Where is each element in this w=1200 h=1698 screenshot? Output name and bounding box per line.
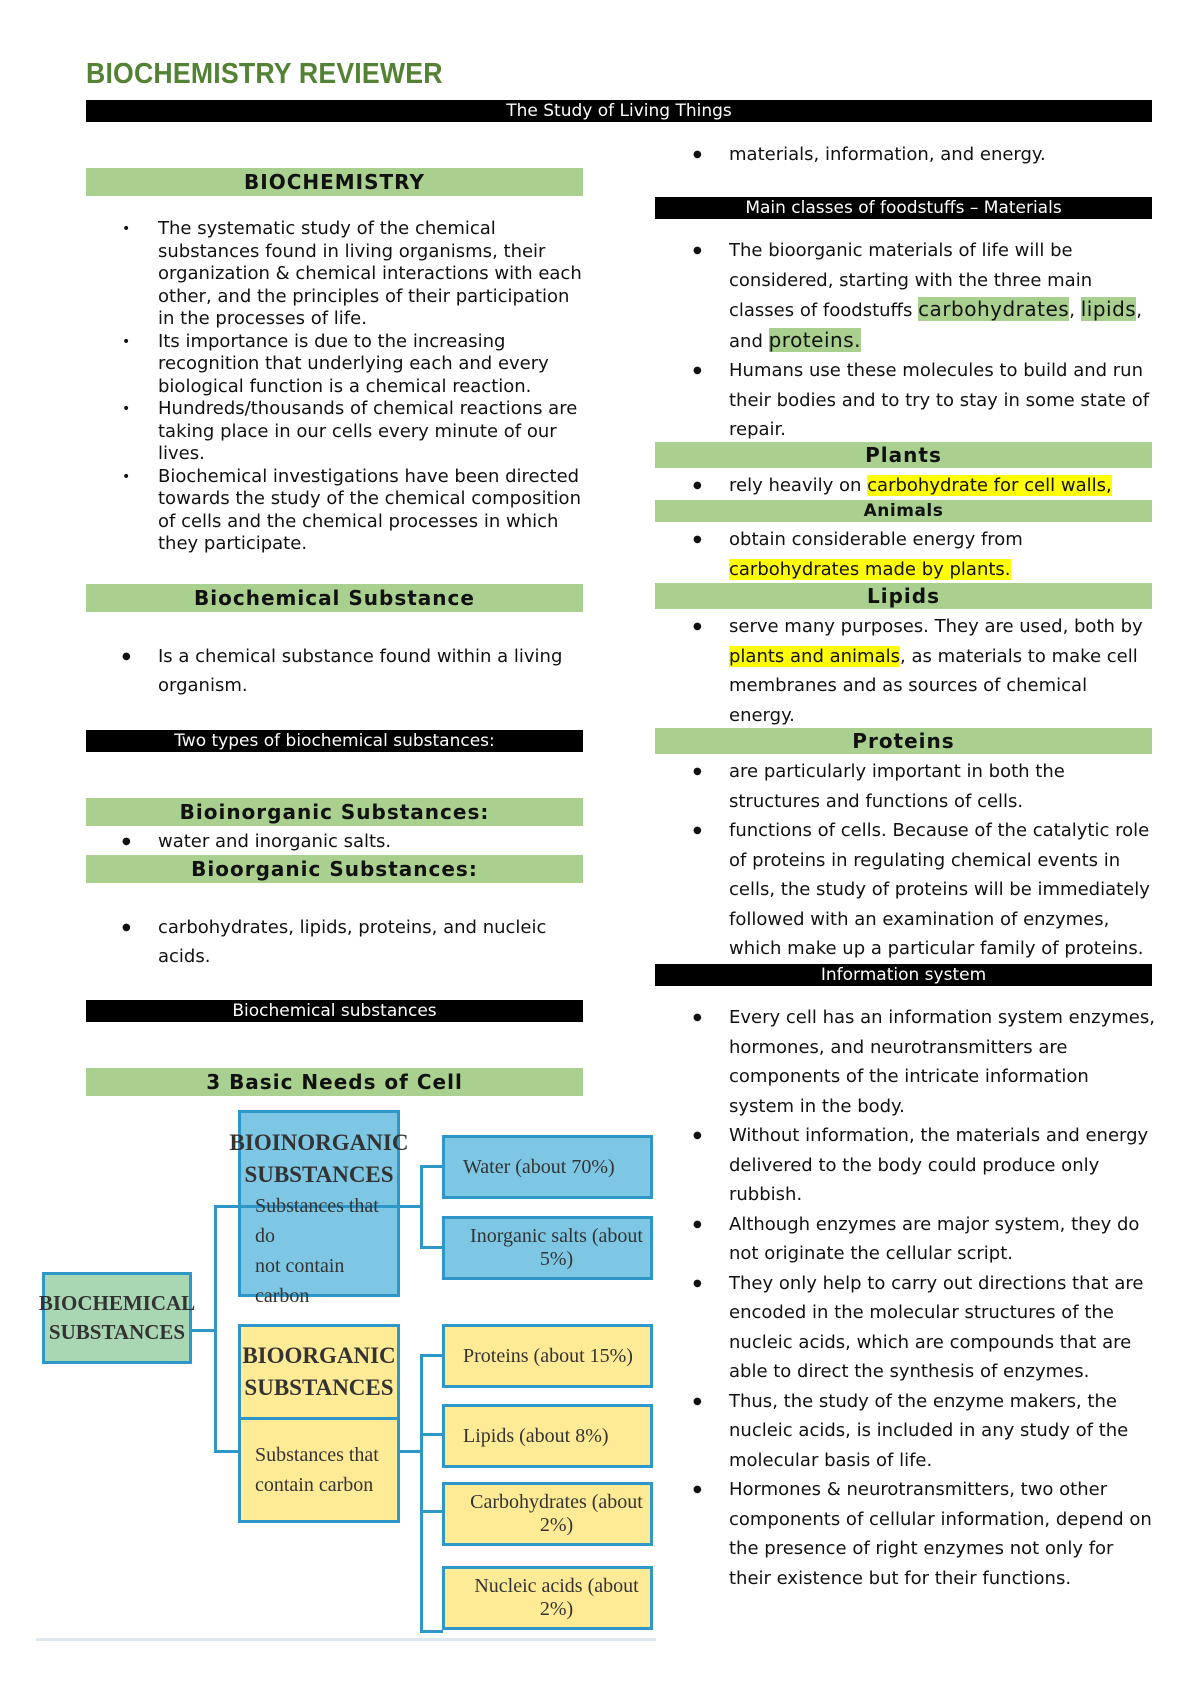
list-item: ● rely heavily on carbohydrate for cell walls,: [655, 471, 1155, 501]
list-item: ● materials, information, and energy.: [655, 140, 1155, 170]
section-heading-proteins: Proteins: [655, 728, 1152, 754]
highlight: carbohydrates made by plants.: [729, 558, 1011, 580]
biochemistry-list: [86, 218, 583, 556]
highlight: carbohydrate for cell walls,: [867, 475, 1112, 496]
list-item: • Biochemical investigations have been directed towards the study of the chemical composition of cells and the chemical processes in which they participate.: [86, 466, 583, 556]
section-heading-lipids: Lipids: [655, 583, 1152, 609]
list-item: ● obtain considerable energy from carbohydrates made by plants.: [655, 525, 1155, 584]
list-item: ● Is a chemical substance found within a living organism.: [86, 642, 583, 700]
bioorganic-list: [86, 913, 583, 971]
highlight-carbohydrates: carbohydrates: [918, 297, 1070, 321]
list-item: ● Although enzymes are major system, they do not originate the cellular script.: [655, 1210, 1155, 1269]
diagram-bioorganic-node: BIOORGANIC SUBSTANCES: [238, 1324, 400, 1420]
list-item: ● are particularly important in both the structures and functions of cells.: [655, 757, 1155, 816]
diagram-leaf-carbohydrates: Carbohydrates (about 2%): [442, 1482, 653, 1546]
highlight: plants and animals: [729, 645, 900, 667]
materials-list: [655, 140, 1155, 170]
list-item: ● functions of cells. Because of the catalytic role of proteins in regulating chemical events in cells, the study of proteins will be immediately followed with an examination of enzymes, which make up a particular family of proteins.: [655, 816, 1155, 964]
animals-list: [655, 525, 1155, 584]
list-item: ● The bioorganic materials of life will be considered, starting with the three main classes of foodstuffs carbohydrates, lipids, and proteins.: [655, 236, 1155, 356]
highlight-lipids: lipids: [1080, 297, 1137, 321]
section-heading-animals: Animals: [655, 500, 1152, 522]
information-list: [655, 1003, 1155, 1593]
list-item: ● Without information, the materials and energy delivered to the body could produce only rubbish.: [655, 1121, 1155, 1210]
diagram-bioorganic-desc: Substances that contain carbon: [238, 1417, 400, 1523]
section-heading-basic-needs: 3 Basic Needs of Cell: [86, 1068, 583, 1096]
lipids-list: [655, 612, 1155, 730]
banner: The Study of Living Things: [86, 100, 1152, 122]
diagram-leaf-proteins: Proteins (about 15%): [442, 1324, 653, 1388]
section-heading-bioorganic: Bioorganic Substances:: [86, 855, 583, 883]
proteins-list: [655, 757, 1155, 964]
diagram-root-node: BIOCHEMICAL SUBSTANCES: [42, 1272, 192, 1364]
divider: [36, 1638, 656, 1641]
list-item: ● Humans use these molecules to build and run their bodies and to try to stay in some state of repair.: [655, 356, 1155, 445]
section-heading-plants: Plants: [655, 442, 1152, 468]
two-types-bar: Two types of biochemical substances:: [86, 730, 583, 752]
diagram-bioinorganic-desc: Substances that do not contain carbon: [238, 1205, 400, 1297]
foodstuffs-list: [655, 236, 1155, 445]
substance-list: [86, 642, 583, 700]
bioinorganic-list: [86, 827, 583, 856]
list-item: ● carbohydrates, lipids, proteins, and nucleic acids.: [86, 913, 583, 971]
document-title: BIOCHEMISTRY REVIEWER: [86, 58, 443, 90]
section-heading-biochemical-substance: Biochemical Substance: [86, 584, 583, 612]
information-system-bar: Information system: [655, 964, 1152, 986]
diagram-bioinorganic-node: BIOINORGANIC SUBSTANCES: [238, 1110, 400, 1208]
biochemical-substances-diagram: [40, 1110, 660, 1640]
list-item: ● Thus, the study of the enzyme makers, the nucleic acids, is included in any study of the molecular basis of life.: [655, 1387, 1155, 1476]
list-item: ● Hormones & neurotransmitters, two other components of cellular information, depend on the presence of right enzymes not only for their existence but for their functions.: [655, 1475, 1155, 1593]
list-item: ● water and inorganic salts.: [86, 827, 583, 856]
list-item: ● Every cell has an information system enzymes, hormones, and neurotransmitters are components of the intricate information system in the body.: [655, 1003, 1155, 1121]
list-item: ● serve many purposes. They are used, both by plants and animals, as materials to make cell membranes and as sources of chemical energy.: [655, 612, 1155, 730]
list-item: ● They only help to carry out directions that are encoded in the molecular structures of the nucleic acids, which are compounds that are able to direct the synthesis of enzymes.: [655, 1269, 1155, 1387]
diagram-leaf-inorganic-salts: Inorganic salts (about 5%): [442, 1216, 653, 1280]
list-item: • Hundreds/thousands of chemical reactions are taking place in our cells every minute of our lives.: [86, 398, 583, 466]
list-item: • The systematic study of the chemical substances found in living organisms, their organization & chemical interactions with each other, and the principles of their participation in the processes of life.: [86, 218, 583, 331]
section-heading-bioinorganic: Bioinorganic Substances:: [86, 798, 583, 826]
biochemical-substances-bar: Biochemical substances: [86, 1000, 583, 1022]
plants-list: [655, 471, 1155, 501]
diagram-leaf-lipids: Lipids (about 8%): [442, 1404, 653, 1468]
list-item: • Its importance is due to the increasing recognition that underlying each and every biological function is a chemical reaction.: [86, 331, 583, 399]
diagram-leaf-nucleic-acids: Nucleic acids (about 2%): [442, 1566, 653, 1630]
highlight-proteins: proteins.: [768, 327, 861, 352]
section-heading-biochemistry: BIOCHEMISTRY: [86, 168, 583, 196]
diagram-leaf-water: Water (about 70%): [442, 1135, 653, 1199]
foodstuffs-bar: Main classes of foodstuffs – Materials: [655, 197, 1152, 219]
